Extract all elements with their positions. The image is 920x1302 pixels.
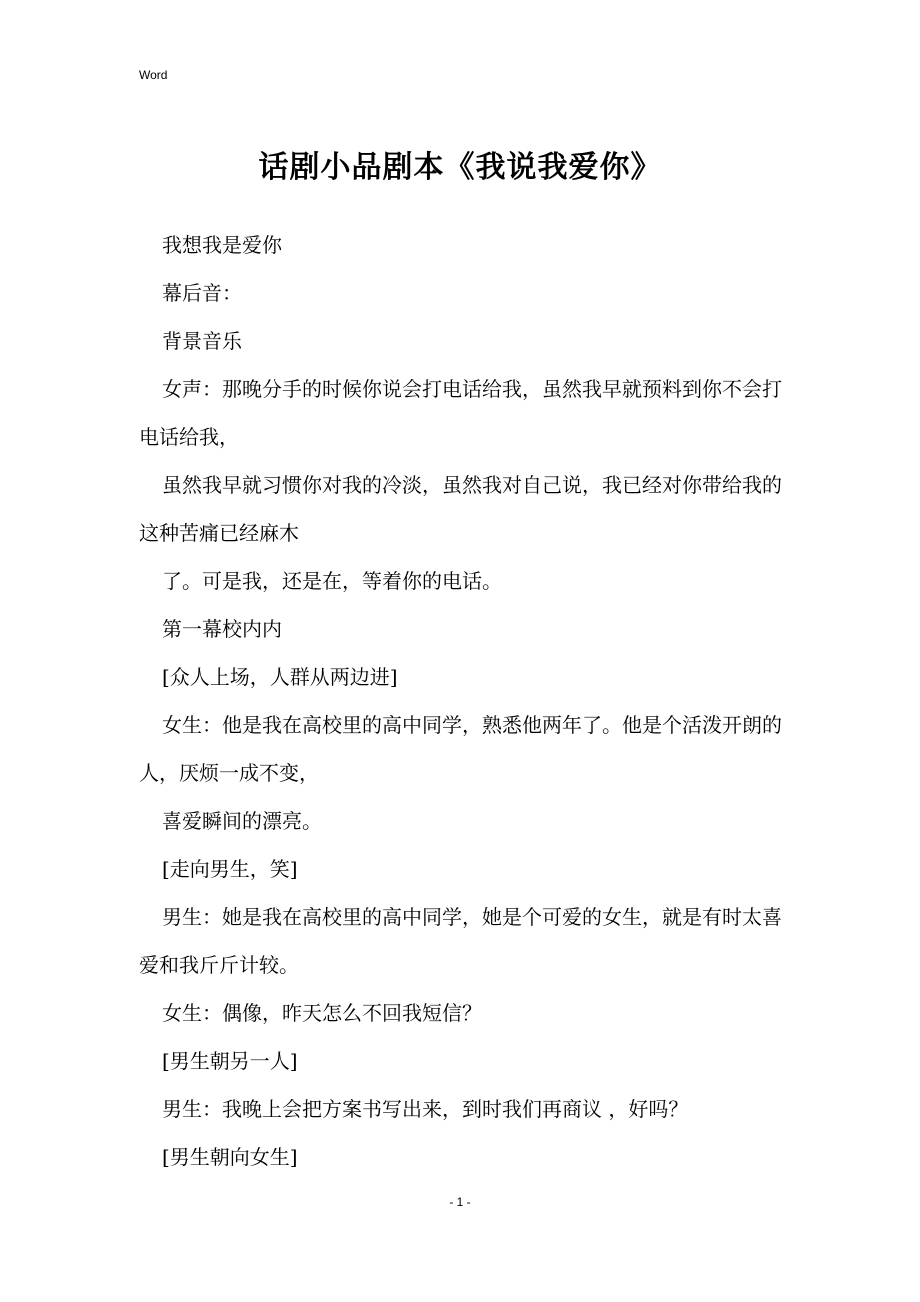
paragraph: 背景音乐 (162, 329, 242, 353)
paragraph: 我想我是爱你 (162, 233, 282, 257)
paragraph: 女声：那晚分手的时候你说会打电话给我，虽然我早就预料到你不会打电话给我， (139, 377, 782, 449)
paragraph: 第一幕校内内 (162, 617, 282, 641)
paragraph: [众人上场，人群从两边进] (162, 665, 398, 689)
paragraph: [男生朝另一人] (162, 1049, 298, 1073)
paragraph: 虽然我早就习惯你对我的冷淡，虽然我对自己说，我已经对你带给我的这种苦痛已经麻木 (139, 473, 782, 545)
paragraph: 女生：他是我在高校里的高中同学，熟悉他两年了。他是个活泼开朗的人，厌烦一成不变， (139, 713, 782, 785)
header-label: Word (139, 68, 168, 82)
paragraph: [男生朝向女生] (162, 1145, 298, 1169)
paragraph: [走向男生，笑] (162, 857, 298, 881)
paragraph: 男生：我晚上会把方案书写出来，到时我们再商议 ，好吗？ (162, 1097, 689, 1121)
document-body (139, 221, 783, 1181)
paragraph: 女生：偶像，昨天怎么不回我短信？ (162, 1001, 482, 1025)
paragraph: 了。可是我，还是在，等着你的电话。 (162, 569, 502, 593)
paragraph: 幕后音： (162, 281, 242, 305)
page-number: - 1 - (449, 1195, 471, 1209)
paragraph: 男生：她是我在高校里的高中同学，她是个可爱的女生，就是有时太喜爱和我斤斤计较。 (139, 905, 782, 977)
paragraph: 喜爱瞬间的漂亮。 (162, 809, 322, 833)
document-title: 话剧小品剧本《我说我爱你》 (258, 150, 662, 185)
